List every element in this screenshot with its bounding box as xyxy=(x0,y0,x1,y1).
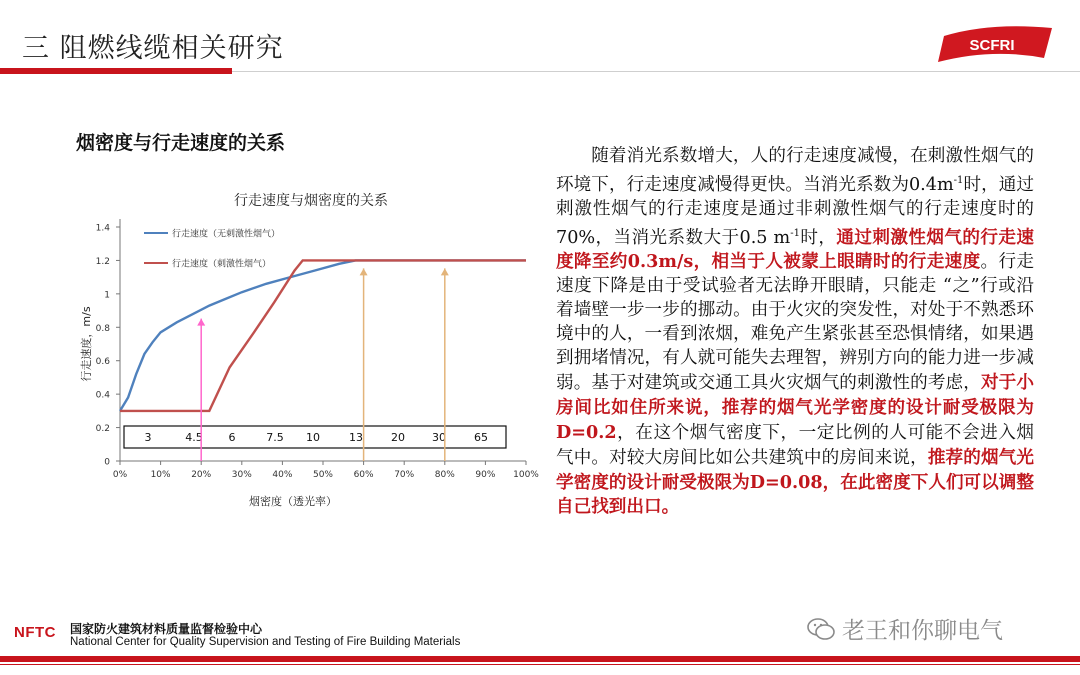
series-line-1 xyxy=(120,260,526,411)
y-tick-label: 1.2 xyxy=(95,256,110,267)
y-tick-label: 1.4 xyxy=(95,223,110,234)
marker-arrowhead-3 xyxy=(441,268,449,275)
watermark-text: 老王和你聊电气 xyxy=(842,618,1003,644)
x-tick-label: 80% xyxy=(434,470,455,480)
x-tick-label: 60% xyxy=(353,470,374,480)
y-tick-label: 1 xyxy=(104,290,110,301)
logo-text: SCFRI xyxy=(969,37,1015,54)
y-tick-label: 0.4 xyxy=(95,390,110,401)
extinction-value: 13 xyxy=(349,431,363,444)
x-tick-label: 10% xyxy=(150,470,171,480)
extinction-value: 20 xyxy=(391,431,405,444)
highlight-walking-speed: 通过刺激性烟气的行走速度降至约0.3m/s，相当于人被蒙上眼睛时的行走速度 xyxy=(556,226,1034,273)
extinction-value: 7.5 xyxy=(266,431,284,444)
x-tick-label: 100% xyxy=(513,470,539,480)
footer-bar xyxy=(0,656,1080,662)
section-heading: 烟密度与行走速度的关系 xyxy=(76,132,286,154)
y-tick-label: 0.6 xyxy=(95,357,110,368)
text-segment-3: 时， xyxy=(799,227,837,248)
x-axis-label: 烟密度（透光率） xyxy=(249,495,337,508)
y-tick-label: 0.2 xyxy=(95,424,110,435)
extinction-value: 4.5 xyxy=(185,431,203,444)
legend-label-1: 行走速度（无刺激性烟气） xyxy=(172,229,281,240)
y-tick-label: 0.8 xyxy=(95,323,110,334)
x-tick-label: 90% xyxy=(475,470,496,480)
marker-arrowhead-2 xyxy=(360,268,368,275)
chart-title: 行走速度与烟密度的关系 xyxy=(234,193,388,209)
wechat-icon xyxy=(806,616,836,642)
walking-speed-chart xyxy=(76,180,546,520)
x-tick-label: 70% xyxy=(394,470,415,480)
highlight-small-room-limit: 对于小房间比如住所来说，推荐的烟气光学密度的设计耐受极限为D=0.2 xyxy=(556,371,1034,443)
title-rule-gray xyxy=(232,71,1080,72)
nftc-logo: NFTC xyxy=(14,624,56,641)
x-tick-label: 20% xyxy=(191,470,212,480)
marker-arrowhead-1 xyxy=(197,319,205,326)
org-name-cn: 国家防火建筑材料质量监督检验中心 xyxy=(70,622,263,636)
text-segment-4: 。行走速度下降是由于受试验者无法睁开眼睛，只能走 “之”行或沿着墙壁一步一步的挪动。由于火灾的突发性，对处于不熟悉环境中的人，一看到浓烟，难免产生紧张甚至恐惧情绪，如果遇到拥堵情况，有人就可能失去理智，辨别方向的能力进一步减弱。基于对建筑或交通工具火灾烟气的刺激性的考虑， xyxy=(556,252,1034,393)
y-tick-label: 0 xyxy=(104,457,110,468)
scfri-logo xyxy=(930,22,1058,68)
plot-area xyxy=(79,219,539,508)
extinction-value: 30 xyxy=(432,431,446,444)
extinction-value: 65 xyxy=(474,431,488,444)
extinction-value: 3 xyxy=(144,431,152,444)
extinction-value: 10 xyxy=(306,431,320,444)
org-name-en: National Center for Quality Supervision and Testing of Fire Building Materials xyxy=(70,636,461,648)
text-sup-2: -1 xyxy=(790,227,800,239)
text-sup-1: -1 xyxy=(953,174,964,186)
slide-title: 三 阻燃线缆相关研究 xyxy=(22,33,284,64)
x-tick-label: 50% xyxy=(312,470,334,480)
text-segment-2: 时，通过刺激性烟气的行走速度是通过非刺激性烟气的行走速度时的70%，当消光系数大于0.5 m xyxy=(556,174,1034,248)
text-segment-1: 随着消光系数增大，人的行走速度减慢，在刺激性烟气的环境下，行走速度减慢得更快。当消光系数为0.4m xyxy=(556,146,1034,195)
x-tick-label: 40% xyxy=(272,470,293,480)
body-paragraph xyxy=(556,145,1034,520)
x-tick-label: 0% xyxy=(112,470,128,480)
footer-line xyxy=(0,664,1080,665)
y-axis-label: 行走速度，m/s xyxy=(80,306,93,382)
watermark xyxy=(806,612,1003,645)
text-segment-5: ，在这个烟气密度下，一定比例的人可能不会进入烟气中。对较大房间比如公共建筑中的房间来说， xyxy=(556,422,1034,468)
body-text xyxy=(556,145,1034,520)
series-line-2 xyxy=(120,260,526,411)
title-rule-red xyxy=(0,68,232,74)
highlight-large-room-limit: 推荐的烟气光学密度的设计耐受极限为D=0.08，在此密度下人们可以调整自己找到出口。 xyxy=(556,446,1034,518)
x-tick-label: 30% xyxy=(231,470,252,480)
legend-label-2: 行走速度（刺激性烟气） xyxy=(172,259,272,270)
extinction-value: 6 xyxy=(228,431,236,444)
